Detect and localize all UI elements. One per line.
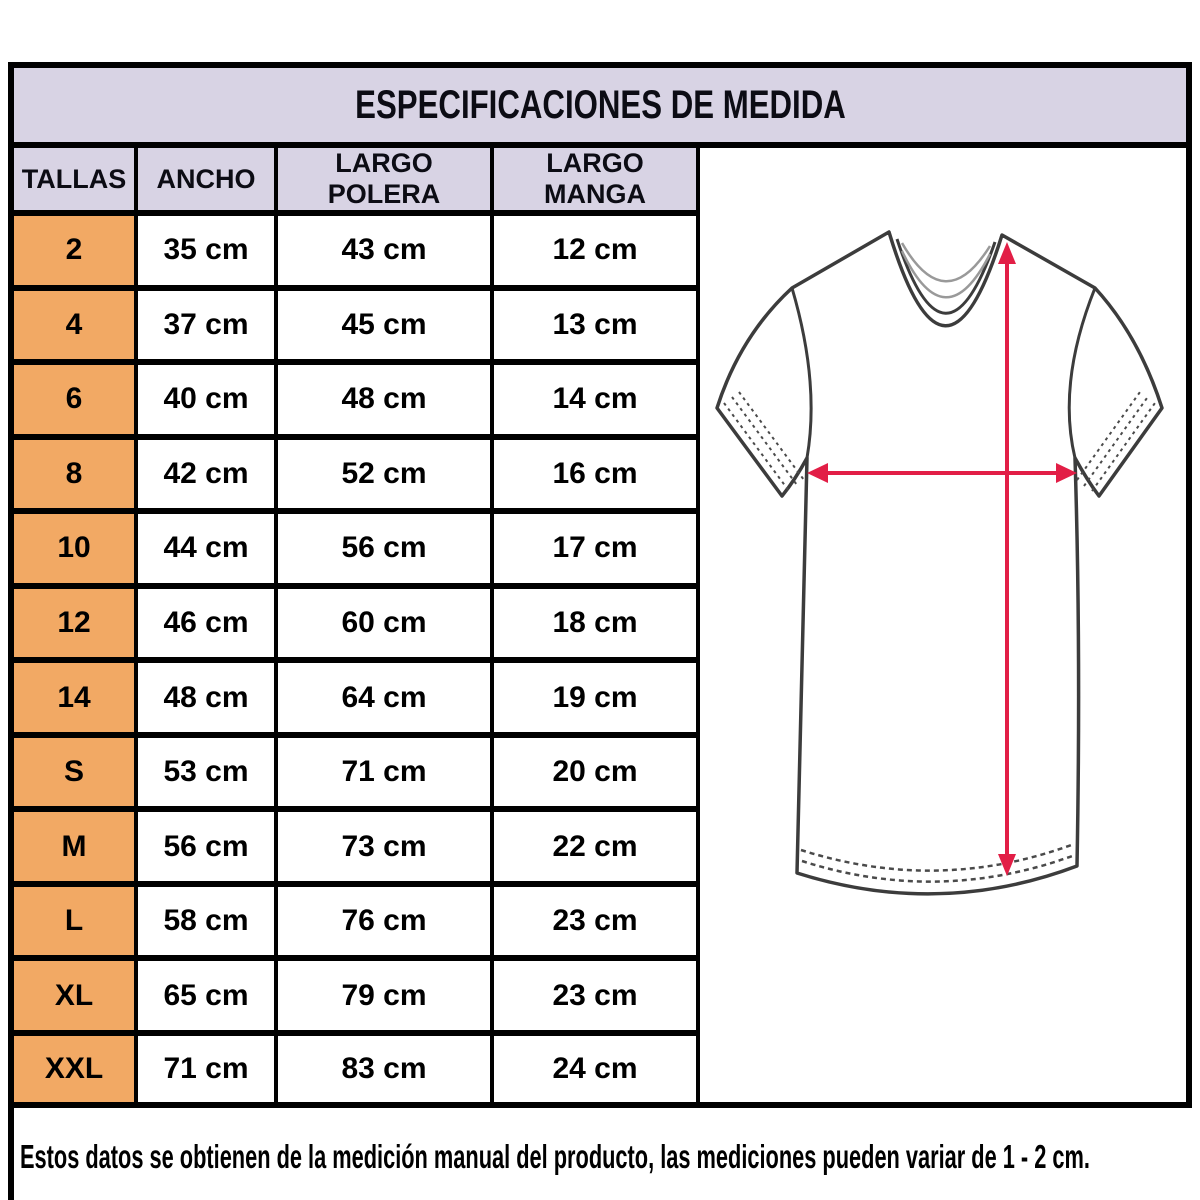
size-cell: S: [14, 735, 136, 810]
measure-cell: 56 cm: [276, 511, 492, 586]
tshirt-measurement-diagram: [707, 218, 1167, 938]
measure-cell: 56 cm: [136, 809, 276, 884]
measure-cell: 24 cm: [492, 1033, 698, 1102]
measure-cell: 48 cm: [136, 660, 276, 735]
size-table-body: [14, 213, 698, 1102]
footer-note: Estos datos se obtienen de la medición manual del producto, las mediciones pueden variar de 1 - 2 cm.: [20, 1138, 1090, 1175]
table-row: [14, 213, 698, 288]
measure-cell: 18 cm: [492, 586, 698, 661]
size-cell: L: [14, 884, 136, 959]
spec-frame: [8, 62, 1192, 1108]
table-row: [14, 809, 698, 884]
measure-cell: 83 cm: [276, 1033, 492, 1102]
table-row: [14, 288, 698, 363]
measure-cell: 16 cm: [492, 437, 698, 512]
measure-cell: 37 cm: [136, 288, 276, 363]
measure-cell: 79 cm: [276, 958, 492, 1033]
title-bar: [14, 68, 1186, 148]
measure-cell: 12 cm: [492, 213, 698, 288]
size-cell: M: [14, 809, 136, 884]
measure-cell: 22 cm: [492, 809, 698, 884]
size-cell: 8: [14, 437, 136, 512]
measure-cell: 71 cm: [276, 735, 492, 810]
table-row: [14, 362, 698, 437]
size-cell: XXL: [14, 1033, 136, 1102]
measure-cell: 46 cm: [136, 586, 276, 661]
measure-cell: 40 cm: [136, 362, 276, 437]
measure-cell: 14 cm: [492, 362, 698, 437]
page-title: ESPECIFICACIONES DE MEDIDA: [354, 82, 846, 127]
content-area: [14, 148, 1186, 1102]
size-cell: 12: [14, 586, 136, 661]
column-header-ancho: ANCHO: [136, 148, 276, 213]
table-row: [14, 437, 698, 512]
measure-cell: 23 cm: [492, 958, 698, 1033]
column-header-tallas: TALLAS: [14, 148, 136, 213]
measure-cell: 71 cm: [136, 1033, 276, 1102]
measure-cell: 60 cm: [276, 586, 492, 661]
measure-cell: 45 cm: [276, 288, 492, 363]
size-cell: XL: [14, 958, 136, 1033]
size-table-header: [14, 148, 698, 213]
table-row: [14, 884, 698, 959]
measure-cell: 58 cm: [136, 884, 276, 959]
size-cell: 2: [14, 213, 136, 288]
measure-cell: 23 cm: [492, 884, 698, 959]
measure-cell: 17 cm: [492, 511, 698, 586]
measure-cell: 20 cm: [492, 735, 698, 810]
measure-cell: 44 cm: [136, 511, 276, 586]
measure-cell: 53 cm: [136, 735, 276, 810]
size-cell: 6: [14, 362, 136, 437]
table-row: [14, 586, 698, 661]
table-row: [14, 958, 698, 1033]
measure-cell: 19 cm: [492, 660, 698, 735]
column-header-largo-manga: LARGO MANGA: [492, 148, 698, 213]
size-cell: 4: [14, 288, 136, 363]
measure-cell: 42 cm: [136, 437, 276, 512]
table-row: [14, 660, 698, 735]
measure-cell: 13 cm: [492, 288, 698, 363]
measure-cell: 76 cm: [276, 884, 492, 959]
measure-cell: 73 cm: [276, 809, 492, 884]
header-row: [14, 148, 698, 213]
size-cell: 10: [14, 511, 136, 586]
table-row: [14, 511, 698, 586]
measure-cell: 65 cm: [136, 958, 276, 1033]
measure-cell: 43 cm: [276, 213, 492, 288]
measure-cell: 64 cm: [276, 660, 492, 735]
tshirt-outline: [717, 232, 1162, 894]
diagram-cell: [700, 148, 1186, 1102]
table-row: [14, 1033, 698, 1102]
measure-cell: 35 cm: [136, 213, 276, 288]
footer-area: [8, 1108, 1192, 1200]
size-table: [14, 148, 700, 1102]
measure-cell: 52 cm: [276, 437, 492, 512]
column-header-largo-polera: LARGO POLERA: [276, 148, 492, 213]
table-row: [14, 735, 698, 810]
measure-cell: 48 cm: [276, 362, 492, 437]
size-cell: 14: [14, 660, 136, 735]
